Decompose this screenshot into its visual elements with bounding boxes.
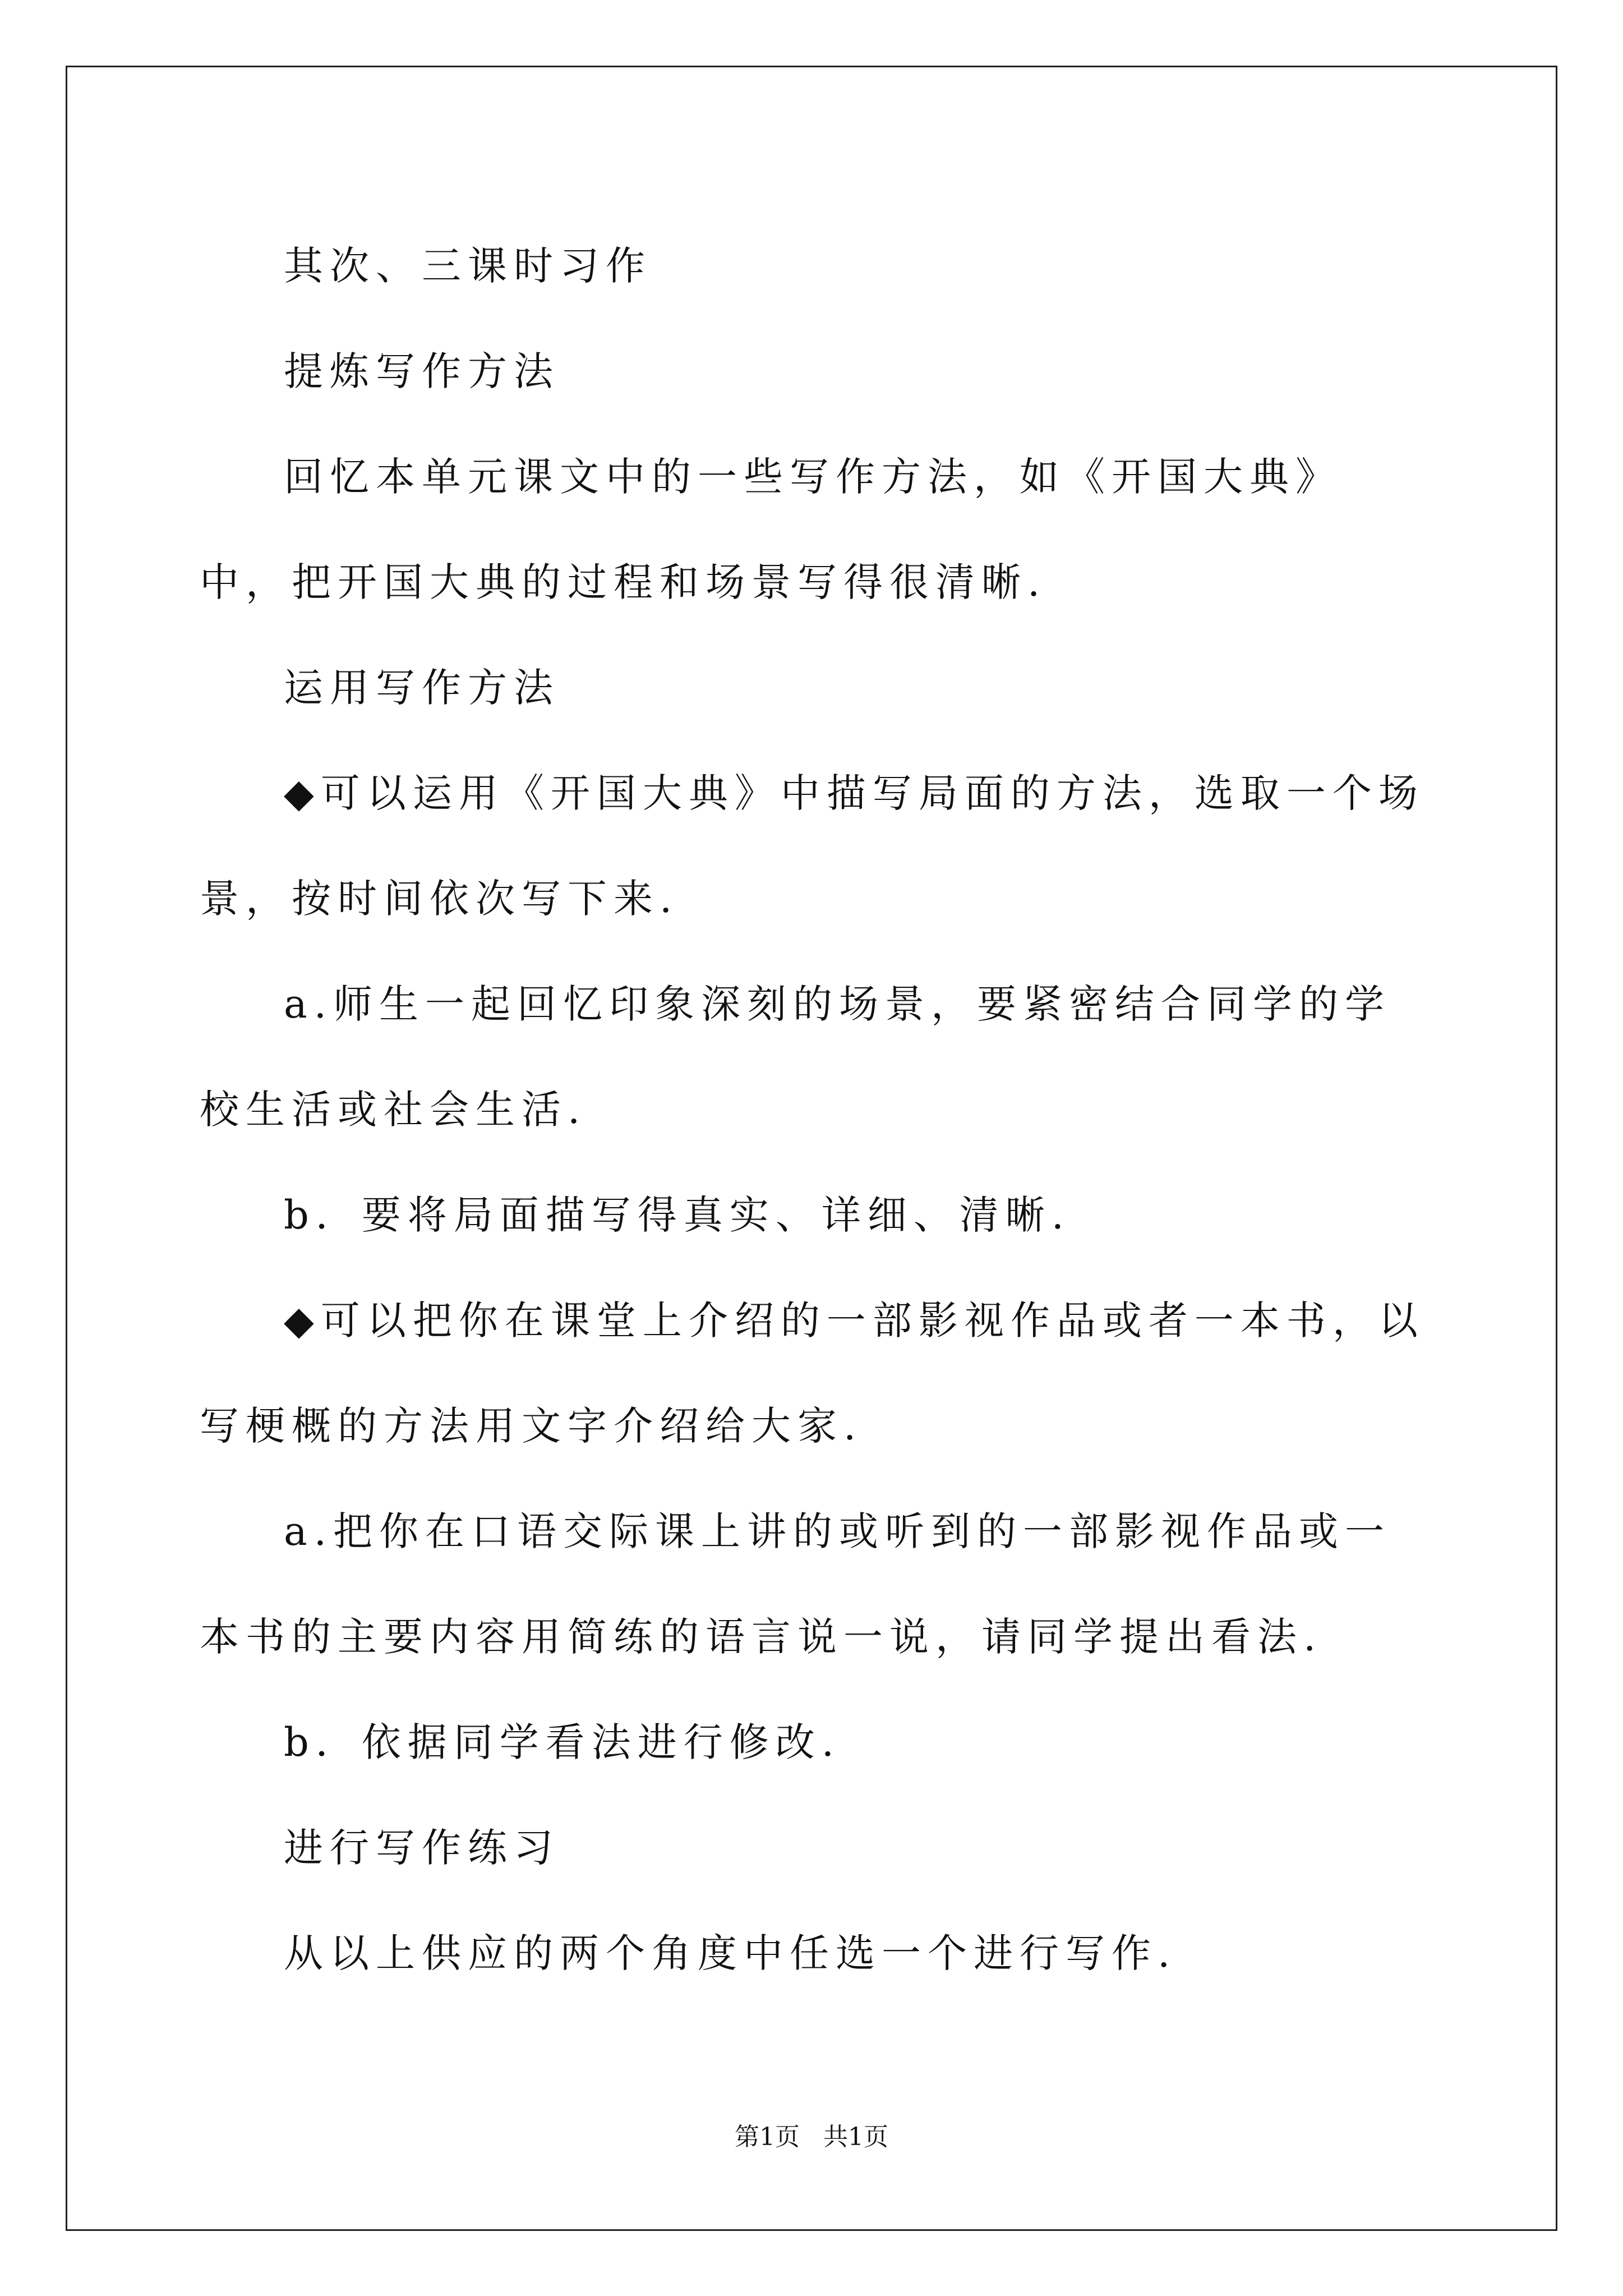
document-body bbox=[200, 213, 1428, 2006]
paragraph-heading-extract-methods: 提炼写作方法 bbox=[284, 348, 560, 394]
paragraph-summary-b: b．依据同学看法进行修改. bbox=[284, 1719, 841, 1765]
paragraph-practice-instruction: 从以上供应的两个角度中任选一个进行写作. bbox=[284, 1930, 1177, 1976]
paragraph-scene-a: a.师生一起回忆印象深刻的场景，要紧密结合同学的学校生活或社会生活. bbox=[200, 981, 1391, 1133]
paragraph-option-scene: ◆可以运用《开国大典》中描写局面的方法，选取一个场景，按时间依次写下来. bbox=[200, 770, 1424, 922]
paragraph-heading-apply-methods: 运用写作方法 bbox=[284, 665, 560, 711]
paragraph-summary-a: a.把你在口语交际课上讲的或听到的一部影视作品或一本书的主要内容用简练的语言说一说，请同学提出看法. bbox=[200, 1508, 1391, 1660]
paragraph-scene-b: b．要将局面描写得真实、详细、清晰. bbox=[284, 1192, 1071, 1238]
page-number-current: 第1页 bbox=[735, 2123, 800, 2151]
paragraph-heading-practice: 进行写作练习 bbox=[284, 1825, 560, 1871]
page-number-total: 共1页 bbox=[823, 2123, 888, 2151]
paragraph-option-summary: ◆可以把你在课堂上介绍的一部影视作品或者一本书，以写梗概的方法用文字介绍给大家. bbox=[200, 1297, 1424, 1449]
paragraph-heading-lesson: 其次、三课时习作 bbox=[284, 243, 652, 289]
page-footer bbox=[0, 2120, 1623, 2154]
paragraph-recall-methods: 回忆本单元课文中的一些写作方法，如《开国大典》中，把开国大典的过程和场景写得很清晰. bbox=[200, 454, 1341, 605]
